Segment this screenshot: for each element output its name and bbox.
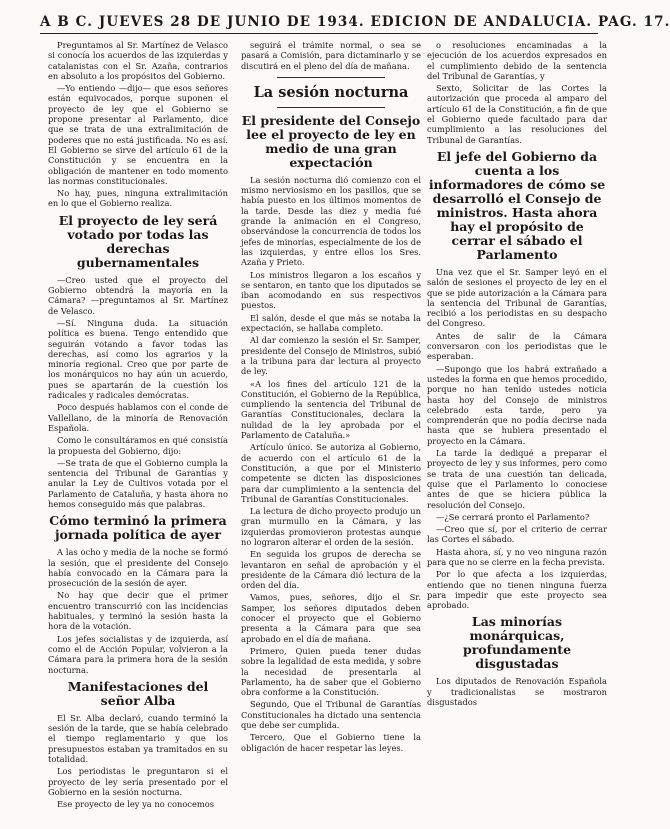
- headline-minorias-monarquicas: Las minorías monárquicas, profundamente disgustadas: [462, 614, 572, 672]
- paragraph: —Creo que sí, por el criterio de cerrar las Cortes el sábado.: [427, 524, 607, 545]
- headline-alba: Manifestaciones del señor Alba: [67, 678, 209, 708]
- paragraph: El Sr. Alba declaró, cuando terminó la sesión de la tarde, que se había celebrado el tiempo reglamentario y que los presupuestos estaban ya tramitados en su totalidad.: [48, 712, 228, 765]
- paragraph: A las ocho y media de la noche se formó la sesión, que el presidente del Consejo había convocado en la Cámara para la prosecución de la sesión de ayer.: [48, 547, 228, 589]
- headline-presidente-consejo: El presidente del Consejo lee el proyecto de ley en medio de una gran expectación: [241, 112, 421, 170]
- paragraph: Ese proyecto de ley ya no conocemos: [57, 799, 214, 810]
- paragraph: Los ministros llegaron a los escaños y se sentaron, en tanto que los diputados se iban acomodando en sus respectivos puestos.: [241, 269, 421, 311]
- paragraph: Antes de salir de la Cámara conversaron con los periodistas que le esperaban.: [427, 330, 607, 362]
- paragraph: La tarde la dediqué a preparar el proyecto de ley y sus informes, pero como se trata de una cuestión tan delicada, quise que el Parlamento lo conociese antes de que se hiciera pública la resolución del Consejo.: [427, 448, 607, 510]
- paragraph: —Yo entiendo —dijo— que esos señores están equivocados, porque suponen el proyecto de ley que el Gobierno se propone presentar al Parlamento, dice que se trata de una extralimitación de poderes que no está justificada. No es así. El Gobierno se sirve del artículo 61 de la Constitución y se encuentra en la obligación de mantener en todo momento las normas constitucionales.: [48, 83, 228, 186]
- divider: [277, 77, 385, 78]
- paragraph: o resoluciones encaminadas a la ejecución de los acuerdos expresados en el cumplimiento debido de la sentencia del Tribunal de Garantías, y: [427, 40, 607, 81]
- paragraph: Artículo único. Se autoriza al Gobierno, de acuerdo con el artículo 61 de la Constitución, a que por el Ministerio competente se dicten las disposiciones para dar cumplimiento a la sentencia del Tribunal de Garantías Constitucionales.: [241, 442, 421, 504]
- paragraph: seguirá el trámite normal, o sea se pasará a Comisión, para dictaminarlo y se discutirá en el pleno del día de mañana.: [241, 40, 421, 71]
- paragraph: Los periodistas le preguntaron si el proyecto de ley sería presentado por el Gobierno en la sesión nocturna.: [48, 766, 228, 797]
- headline-jefe-gobierno: El jefe del Gobierno da cuenta a los informadores de cómo se desarrolló el Consejo de ministros. Hasta ahora hay el propósito de cerrar el sábado el Parlamento: [428, 148, 606, 262]
- paragraph: «A los fines del artículo 121 de la Constitución, el Gobierno de la República, cumpliendo la sentencia del Tribunal de Garantías Constitucionales, declara la nulidad de la ley aprobada por el Parlamento de Cataluña.»: [241, 378, 421, 441]
- paragraph: Al dar comienzo la sesión el Sr. Samper, presidente del Consejo de Ministros, subió a la tribuna para dar lectura al proyecto de ley.: [241, 335, 421, 377]
- paragraph: Poco después hablamos con el conde de Vallellano, de la minoría de Renovación Española.: [48, 402, 228, 433]
- header-rule: [40, 33, 598, 34]
- paragraph: —Sí. Ninguna duda. La situación política es buena. Tengo entendido que seguirán votando a favor todas las derechas, así como los agrarios y la minoría regional. Creo que por parte de los monárquicos no hay aún un acuerdo, pues se apartarán de la cuestión los radicales y radicales demócratas.: [48, 317, 228, 401]
- paragraph: Los diputados de Renovación Española y tradicionalistas se mostraron disgustados: [427, 676, 607, 708]
- paragraph: —Creo usted que el proyecto del Gobierno obtendrá la mayoría en la Cámara? —preguntamos al Sr. Martínez de Velasco.: [48, 274, 228, 316]
- paragraph: Como le consultáramos en qué consistía la propuesta del Gobierno, dijo:: [48, 435, 228, 456]
- column-center: [241, 40, 421, 822]
- column-right: [427, 40, 607, 822]
- paragraph: La lectura de dicho proyecto produjo un gran murmullo en la Cámara, y las izquierdas promovieron protestas aunque no lograron alterar el orden de la sesión.: [241, 506, 421, 547]
- paragraph: Segundo, Que el Tribunal de Garantías Constitucionales ha dictado una sentencia que debe ser cumplida.: [241, 699, 421, 731]
- paragraph: Preguntamos al Sr. Martínez de Velasco si conocía los acuerdos de las izquierdas y catalanistas con el Sr. Azaña, contrarios en absoluto a los propósitos del Gobierno.: [48, 40, 228, 81]
- paragraph: —Se trata de que el Gobierno cumpla la sentencia del Tribunal de Garantías y anular la Ley de Cultivos votada por el Parlamento de Cataluña, y hasta ahora no hemos conseguido más que palabras.: [48, 457, 228, 509]
- paragraph: Los jefes socialistas y de izquierda, así como el de Acción Popular, volvieron a la Cámara para la primera hora de la sesión nocturna.: [48, 633, 228, 675]
- paragraph: Una vez que el Sr. Samper leyó en el salón de sesiones el proyecto de ley en el que se pide autorización a la Cámara para la sentencia del Tribunal de Garantías, recibió a los periodistas en su despacho del Congreso.: [427, 266, 607, 329]
- paragraph: Tercero, Que el Gobierno tiene la obligación de hacer respetar las leyes.: [241, 732, 421, 753]
- paragraph: Vamos, pues, señores, dijo el Sr. Samper, los señores diputados deben conocer el proyecto que el Gobierno presenta a la Cámara para que sea aprobado en el día de mañana.: [241, 592, 421, 644]
- divider: [277, 107, 385, 108]
- paragraph: No hay que decir que el primer encuentro transcurrió con las incidencias habituales, y terminó la sesión hasta la hora de la votación.: [48, 590, 228, 632]
- masthead: A B C. JUEVES 28 DE JUNIO DE 1934. EDICION DE ANDALUCIA. PAG. 17.: [40, 14, 670, 30]
- headline-primera-jornada: Cómo terminó la primera jornada política de ayer: [49, 513, 227, 543]
- paragraph: Primero, Quien pueda tener dudas sobre la legalidad de esta medida, y sobre la necesidad de presentarla al Parlamento, ha de saber que el Gobierno obra conforme a la Constitución.: [241, 645, 421, 698]
- paragraph: No hay, pues, ninguna extralimitación en lo que el Gobierno realiza.: [48, 188, 228, 209]
- headline-proyecto-ley: El proyecto de ley será votado por todas las derechas gubernamentales: [58, 212, 218, 270]
- paragraph: Hasta ahora, sí, y no veo ninguna razón para que no se cierre en la fecha prevista.: [427, 546, 607, 567]
- headline-sesion-nocturna: La sesión nocturna: [253, 83, 409, 101]
- paragraph: En seguida los grupos de derecha se levantaron en señal de aprobación y el presidente de la Cámara dió lectura de la orden del día.: [241, 549, 421, 591]
- paragraph: Por lo que afecta a los izquierdas, entiendo que no tienen ninguna fuerza para impedir que este proyecto sea aprobado.: [427, 569, 607, 611]
- paragraph: El salón, desde el que más se notaba la expectación, se hallaba completo.: [241, 312, 421, 334]
- paragraph: —Supongo que los habrá extrañado a ustedes la forma en que hemos procedido, porque no han tenido ustedes noticia hasta hoy del Consejo de ministros celebrado esta tarde, pero ya comprenderán que no podía decirse nada hasta que se hubiera presentado el proyecto en la Cámara.: [427, 363, 607, 446]
- paragraph: La sesión nocturna dió comienzo con el mismo nerviosismo en los pasillos, que se había puesto en los últimos momentos de la tarde. Desde las diez y media fué grande la animación en el Congreso, observándose la concurrencia de todos los jefes de minorías, especialmente de los de las izquierdas, y entre ellos los Sres. Azaña y Prieto.: [241, 174, 421, 268]
- column-left: [48, 40, 228, 822]
- paragraph: Sexto, Solicitar de las Cortes la autorización que proceda al amparo del artículo 61 de la Constitución, a fin de que el Gobierno quede facultado para dar cumplimiento a las resoluciones del Tribunal de Garantías.: [427, 83, 607, 145]
- paragraph: —¿Se cerrará pronto el Parlamento?: [436, 511, 590, 522]
